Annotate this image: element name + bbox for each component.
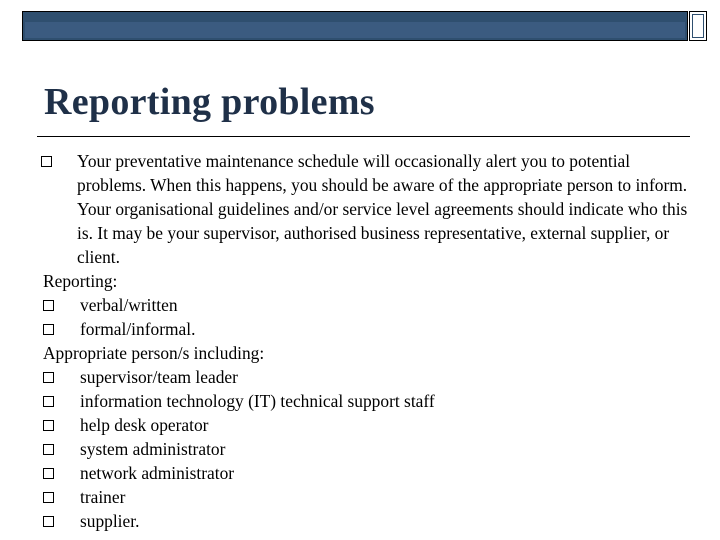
person-item	[43, 389, 693, 413]
title-divider	[37, 136, 690, 137]
person-item-text: system administrator	[80, 439, 226, 459]
header-corner-notch	[692, 14, 704, 38]
intro-bullet	[41, 149, 693, 269]
person-item-text: supplier.	[80, 511, 140, 531]
reporting-item-text: verbal/written	[80, 295, 178, 315]
person-item	[43, 413, 693, 437]
slide-title: Reporting problems	[44, 81, 375, 123]
reporting-heading: Reporting:	[43, 271, 118, 291]
square-bullet-icon	[43, 516, 54, 527]
person-item-text: help desk operator	[80, 415, 209, 435]
square-bullet-icon	[43, 444, 54, 455]
square-bullet-icon	[43, 420, 54, 431]
person-item	[43, 365, 693, 389]
person-item	[43, 509, 693, 533]
header-bar-inner	[25, 22, 685, 38]
square-bullet-icon	[43, 300, 54, 311]
persons-heading: Appropriate person/s including:	[43, 343, 265, 363]
square-bullet-icon	[43, 324, 54, 335]
reporting-item	[43, 293, 693, 317]
person-item-text: network administrator	[80, 463, 235, 483]
square-bullet-icon	[43, 396, 54, 407]
reporting-item-text: formal/informal.	[80, 319, 196, 339]
square-bullet-icon	[41, 156, 52, 167]
person-item	[43, 437, 693, 461]
header-corner-box	[689, 11, 707, 41]
slide-content	[43, 149, 693, 533]
person-item-text: supervisor/team leader	[80, 367, 238, 387]
square-bullet-icon	[43, 372, 54, 383]
person-item	[43, 485, 693, 509]
square-bullet-icon	[43, 468, 54, 479]
person-item-text: information technology (IT) technical support staff	[80, 391, 435, 411]
person-item-text: trainer	[80, 487, 126, 507]
square-bullet-icon	[43, 492, 54, 503]
reporting-item	[43, 317, 693, 341]
header-bar	[22, 11, 688, 41]
intro-text: Your preventative maintenance schedule will occasionally alert you to potential problems. When this happens, you should be aware of the appropriate person to inform. Your organisational guidelines and/or service level agreements should indicate who this is. It may be your supervisor, authorised business representative, external supplier, or client.	[77, 151, 688, 267]
person-item	[43, 461, 693, 485]
